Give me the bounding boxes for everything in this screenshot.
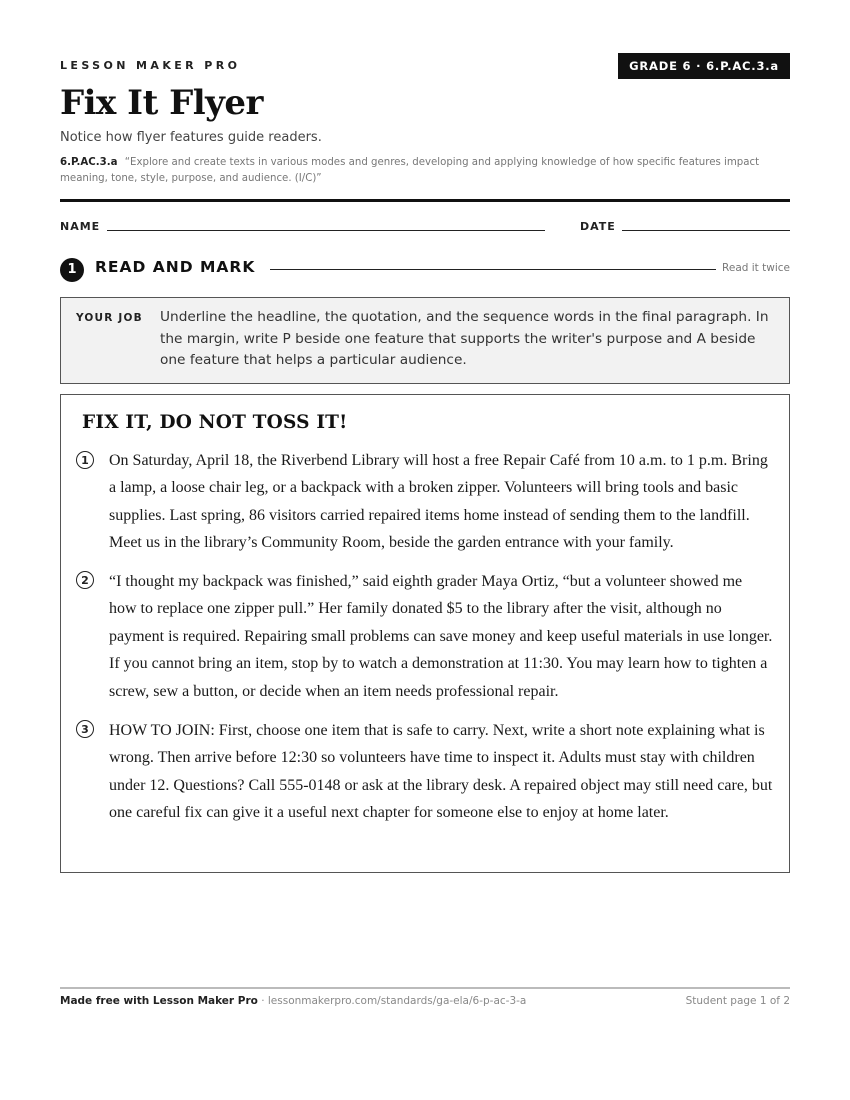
footer-page-label: Student page 1 of 2 [685, 995, 790, 1007]
footer-url: · lessonmakerpro.com/standards/ga-ela/6-p-ac-3-a [257, 995, 527, 1007]
grade-badge: GRADE 6 · 6.P.AC.3.a [618, 53, 790, 79]
your-job-label: YOUR JOB [76, 312, 143, 324]
section-note: Read it twice [722, 262, 790, 274]
name-label: NAME [60, 220, 101, 233]
section-number-badge: 1 [60, 258, 84, 282]
footer-made-with: Made free with Lesson Maker Pro [60, 995, 258, 1007]
standard-description [60, 155, 760, 187]
your-job-box [60, 297, 790, 384]
header-divider [60, 199, 790, 202]
flyer-paragraph-1: On Saturday, April 18, the Riverbend Library will host a free Repair Café from 10 a.m. to 1 p.m. Bring a lamp, a loose chair leg, or a backpack with a broken zipper. Volunteers will bring tools and basic supplies. Last spring, 86 visitors carried repaired items home instead of sending them to the landfill. Meet us in the library’s Community Room, beside the garden entrance with your family. [109, 452, 768, 552]
your-job-text: Underline the headline, the quotation, and the sequence words in the final paragraph. In the margin, write P beside one feature that supports the writer's purpose and A beside one feature that helps a particular audience. [160, 309, 769, 368]
date-field-line[interactable] [622, 230, 790, 231]
standard-text: “Explore and create texts in various modes and genres, developing and applying knowledge of how specific features impact meaning, tone, style, purpose, and audience. (I/C)” [60, 157, 760, 184]
paragraph-number-2: 2 [76, 571, 94, 589]
paragraph-number-3: 3 [76, 720, 94, 738]
footer-credit [60, 995, 526, 1007]
flyer-paragraph-3: HOW TO JOIN: First, choose one item that is safe to carry. Next, write a short note explaining what is wrong. Then arrive before 12:30 so volunteers have time to inspect it. Adults must stay with children under 12. Questions? Call 555-0148 or ask at the library desk. A repaired object may still need care, but one careful fix can give it a useful next chapter for someone else to enjoy at home later. [109, 722, 773, 822]
flyer-box [60, 394, 790, 873]
page-title: Fix It Flyer [60, 83, 263, 123]
standard-code: 6.P.AC.3.a [60, 157, 118, 168]
page-subtitle: Notice how flyer features guide readers. [60, 130, 322, 145]
footer-divider [60, 987, 790, 989]
section-title: READ AND MARK [95, 258, 256, 276]
worksheet-page [60, 0, 790, 1100]
brand-name: LESSON MAKER PRO [60, 59, 241, 72]
paragraph-number-1: 1 [76, 451, 94, 469]
name-field-line[interactable] [107, 230, 545, 231]
section-rule [270, 269, 716, 270]
date-label: DATE [580, 220, 616, 233]
flyer-headline: FIX IT, DO NOT TOSS IT! [82, 412, 348, 433]
flyer-paragraph-2: “I thought my backpack was finished,” said eighth grader Maya Ortiz, “but a volunteer showed me how to replace one zipper pull.” Her family donated $5 to the library after the visit, although no payment is required. Repairing small problems can save money and keep useful materials in use longer. If you cannot bring an item, stop by to watch a demonstration at 11:30. You may learn how to tighten a screw, sew a button, or decide when an item needs professional repair. [109, 573, 773, 700]
